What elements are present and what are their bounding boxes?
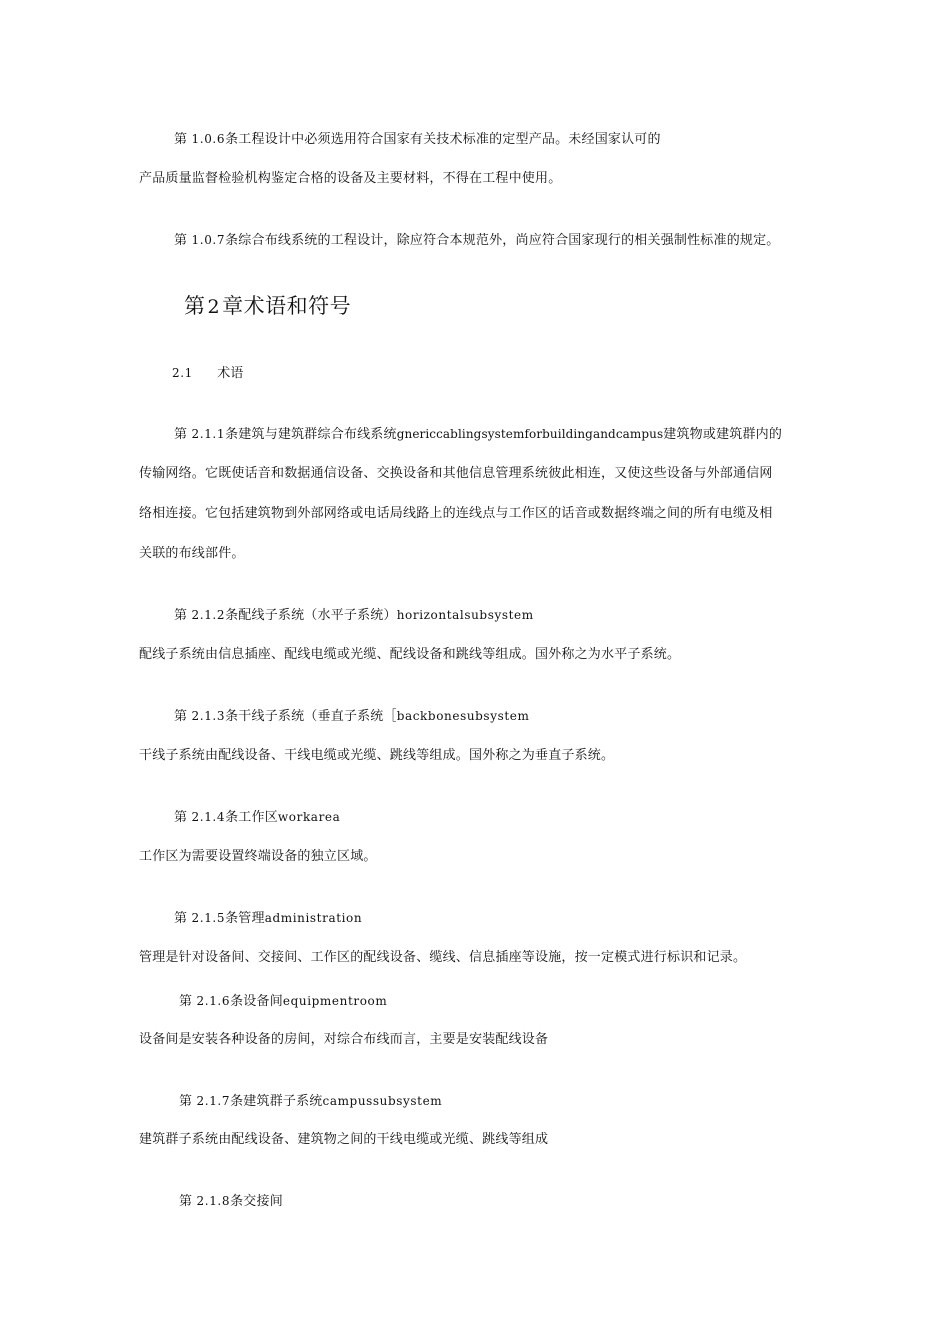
term-title: 条设备间 — [230, 994, 283, 1009]
term-title: 条管理 — [225, 911, 265, 926]
term-title: 条建筑与建筑群综合布线系统 — [225, 427, 397, 442]
term-2-1-7 — [179, 1093, 442, 1110]
term-prefix: 第 — [179, 1094, 193, 1109]
term-number: 2.1.8 — [196, 1194, 231, 1208]
term-2-1-3 — [174, 708, 529, 725]
term-title: 条建筑群子系统 — [230, 1094, 323, 1109]
clause-1-0-7 — [174, 232, 780, 249]
chapter-number: 2 — [207, 296, 221, 318]
term-prefix: 第 — [174, 911, 188, 926]
term-english: administration — [264, 911, 363, 925]
term-english: workarea — [277, 810, 341, 824]
term-number: 2.1.2 — [191, 608, 226, 622]
term-2-1-5-description: 管理是针对设备间、交接间、工作区的配线设备、缆线、信息插座等设施，按一定模式进行标识和记录。 — [139, 950, 747, 965]
term-2-1-3-description: 干线子系统由配线设备、干线电缆或光缆、跳线等组成。国外称之为垂直子系统。 — [139, 748, 615, 763]
term-title: 条配线子系统（水平子系统） — [225, 608, 397, 623]
term-2-1-8 — [179, 1193, 283, 1210]
term-number: 2.1.4 — [191, 810, 226, 824]
term-prefix: 第 — [174, 810, 188, 825]
term-2-1-5 — [174, 910, 362, 927]
term-2-1-4-description: 工作区为需要设置终端设备的独立区域。 — [139, 849, 377, 864]
term-english: equipmentroom — [282, 994, 388, 1008]
clause-prefix: 第 — [174, 233, 188, 248]
clause-text: 条工程设计中必须选用符合国家有关技术标准的定型产品。未经国家认可的 — [225, 132, 661, 147]
term-english: backbonesubsystem — [396, 709, 530, 723]
term-2-1-6 — [179, 993, 387, 1010]
term-prefix: 第 — [174, 427, 188, 442]
term-title: 条交接间 — [230, 1194, 283, 1209]
term-2-1-1 — [174, 426, 782, 443]
term-2-1-4 — [174, 809, 340, 826]
term-2-1-6-description: 设备间是安装各种设备的房间，对综合布线而言，主要是安装配线设备 — [139, 1032, 549, 1047]
term-prefix: 第 — [179, 994, 193, 1009]
clause-1-0-6 — [174, 131, 661, 148]
term-number: 2.1.1 — [191, 427, 226, 441]
section-title: 术语 — [217, 366, 244, 381]
term-title: 条工作区 — [225, 810, 278, 825]
clause-number: 1.0.6 — [191, 132, 226, 146]
term-2-1-1-line-3: 关联的布线部件。 — [139, 546, 245, 561]
term-english: horizontalsubsystem — [396, 608, 534, 622]
chapter-title: 章术语和符号 — [222, 294, 352, 318]
term-2-1-2-description: 配线子系统由信息插座、配线电缆或光缆、配线设备和跳线等组成。国外称之为水平子系统。 — [139, 647, 681, 662]
term-prefix: 第 — [174, 608, 188, 623]
term-english: campussubsystem — [322, 1094, 443, 1108]
chapter-heading — [184, 293, 351, 320]
term-title: 条干线子系统（垂直子系统［ — [225, 709, 397, 724]
chapter-prefix: 第 — [184, 294, 206, 318]
section-heading — [172, 365, 244, 382]
term-prefix: 第 — [179, 1194, 193, 1209]
term-2-1-2 — [174, 607, 534, 624]
term-number: 2.1.6 — [196, 994, 231, 1008]
term-2-1-1-line-1: 传输网络。它既使话音和数据通信设备、交换设备和其他信息管理系统彼此相连，又使这些设备与外部通信网 — [139, 466, 773, 481]
term-english: gnericcablingsystemforbuildingandcampus — [396, 427, 664, 441]
clause-number: 1.0.7 — [191, 233, 226, 247]
term-2-1-7-description: 建筑群子系统由配线设备、建筑物之间的干线电缆或光缆、跳线等组成 — [139, 1132, 549, 1147]
term-number: 2.1.3 — [191, 709, 226, 723]
term-number: 2.1.7 — [196, 1094, 231, 1108]
clause-1-0-6-continuation: 产品质量监督检验机构鉴定合格的设备及主要材料，不得在工程中使用。 — [139, 171, 562, 186]
term-2-1-1-line-2: 络相连接。它包括建筑物到外部网络或电话局线路上的连线点与工作区的话音或数据终端之间的所有电缆及相 — [139, 506, 773, 521]
term-title-tail: 建筑物或建筑群内的 — [663, 427, 783, 442]
term-prefix: 第 — [174, 709, 188, 724]
clause-prefix: 第 — [174, 132, 188, 147]
section-number: 2.1 — [172, 366, 193, 380]
term-number: 2.1.5 — [191, 911, 226, 925]
clause-text: 条综合布线系统的工程设计，除应符合本规范外，尚应符合国家现行的相关强制性标准的规定。 — [225, 233, 780, 248]
